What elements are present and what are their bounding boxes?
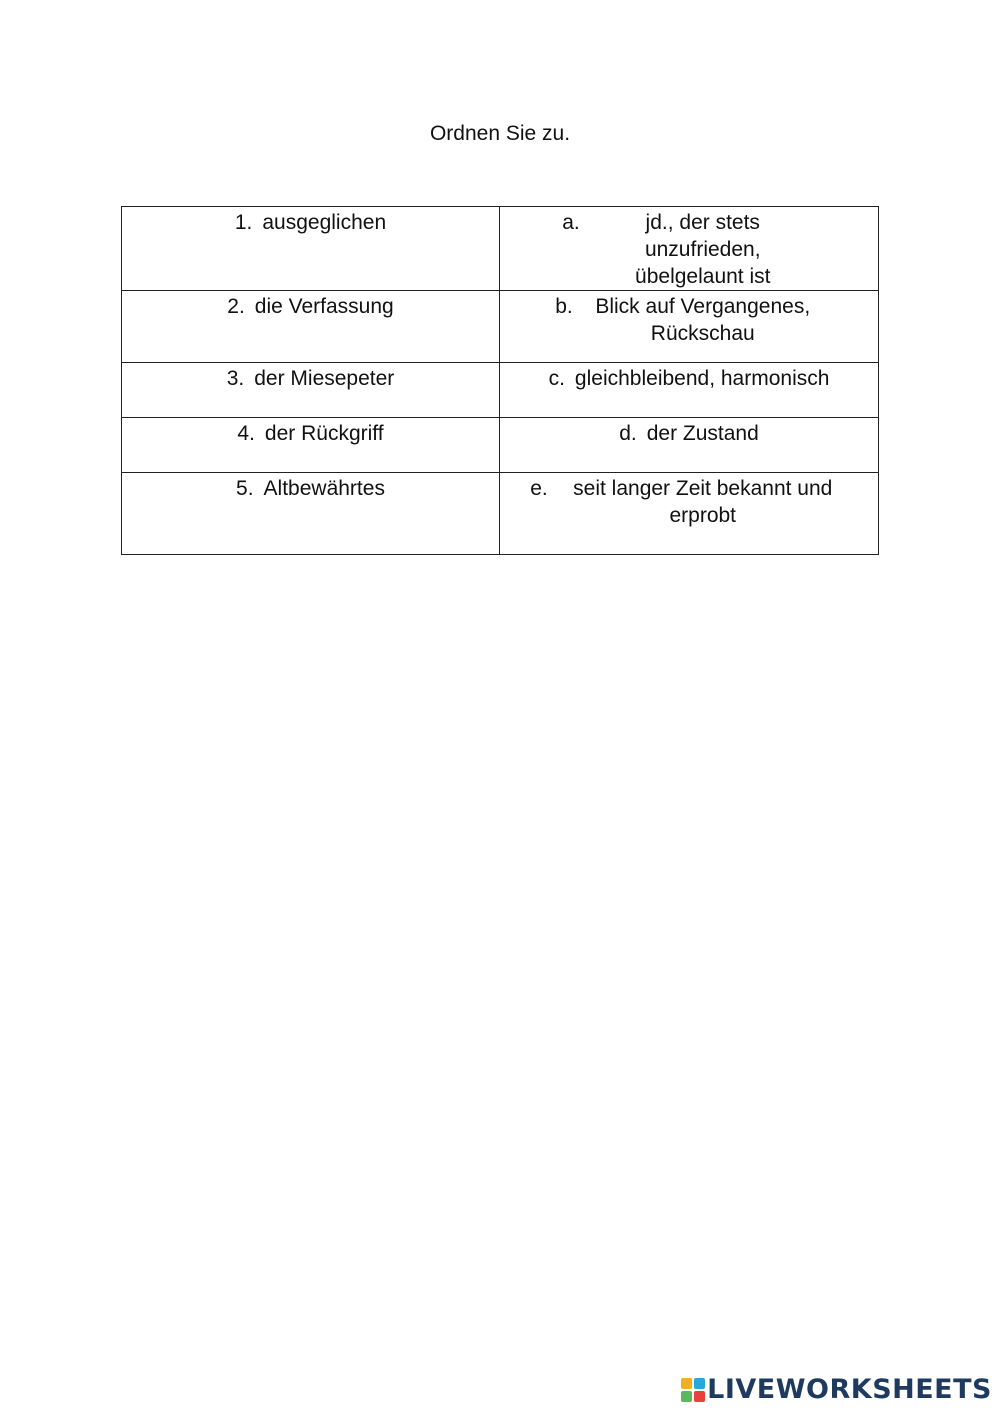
page-title: Ordnen Sie zu. <box>429 122 571 145</box>
definition-cell <box>500 363 879 418</box>
term-cell <box>122 207 500 291</box>
definition-cell <box>500 473 879 555</box>
term-cell <box>122 473 500 555</box>
term-text: der Rückgriff <box>264 422 384 445</box>
definition-cell <box>500 291 879 363</box>
table-row <box>122 207 879 291</box>
definition-letter: e. <box>530 477 548 500</box>
table-row <box>122 363 879 418</box>
term-number: 1. <box>234 211 253 234</box>
liveworksheets-logo <box>681 1375 992 1405</box>
logo-square <box>694 1391 705 1402</box>
logo-square <box>681 1378 692 1389</box>
definition-letter: d. <box>619 422 637 445</box>
definition-letter: c. <box>548 367 565 390</box>
definition-text: seit langer Zeit bekannt und erprobt <box>573 477 833 527</box>
logo-square <box>681 1391 692 1402</box>
term-text: Altbewährtes <box>263 477 385 500</box>
table-row <box>122 473 879 555</box>
definition-text: gleichbleibend, harmonisch <box>574 367 830 390</box>
matching-table <box>121 206 879 555</box>
definition-cell <box>500 207 879 291</box>
definition-cell <box>500 418 879 473</box>
term-cell <box>122 418 500 473</box>
term-text: die Verfassung <box>254 295 394 318</box>
logo-square <box>694 1378 705 1389</box>
term-cell <box>122 363 500 418</box>
definition-text: Blick auf Vergangenes, Rückschau <box>595 295 811 345</box>
term-number: 2. <box>227 295 245 318</box>
term-number: 5. <box>236 477 254 500</box>
logo-text: LIVEWORKSHEETS <box>707 1374 992 1405</box>
definition-letter: a. <box>562 211 580 234</box>
definition-text: jd., der stets unzufrieden, übelgelaunt ist <box>635 211 771 288</box>
table-row <box>122 291 879 363</box>
term-text: der Miesepeter <box>254 367 395 390</box>
term-text: ausgeglichen <box>262 211 387 234</box>
table-row <box>122 418 879 473</box>
term-number: 3. <box>226 367 245 390</box>
term-number: 4. <box>237 422 255 445</box>
logo-squares-icon <box>681 1378 705 1402</box>
term-cell <box>122 291 500 363</box>
definition-letter: b. <box>555 295 573 318</box>
definition-text: der Zustand <box>646 422 759 445</box>
